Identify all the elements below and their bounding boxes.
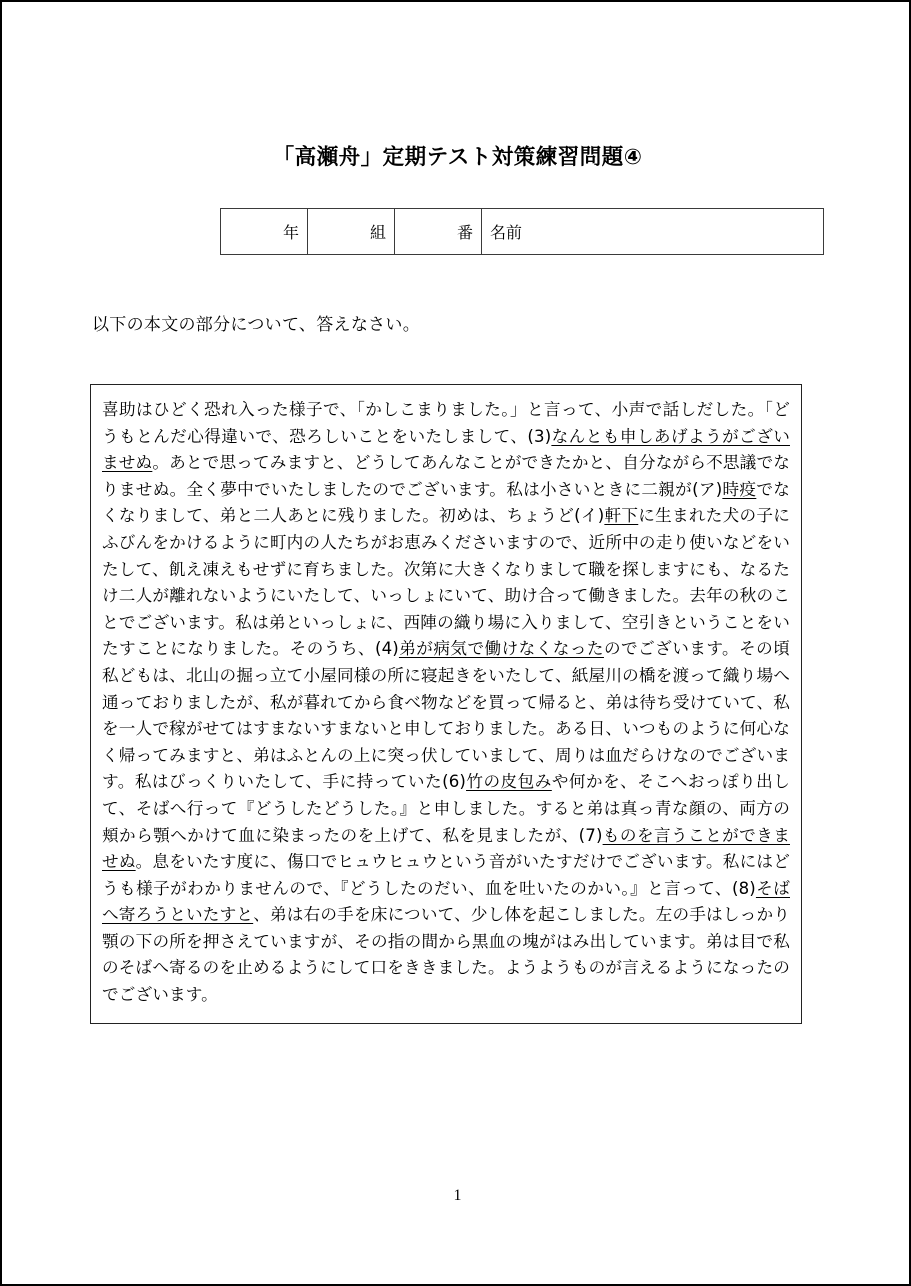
page-number: 1 xyxy=(453,1187,462,1204)
underlined-segment: 竹の皮包み xyxy=(466,772,552,792)
passage-segment: 、弟は右の手を床について、少し体を起こしました。左の手はしっかり顎の下の所を押さえていますが、その指の間から黒血の塊がはみ出しています。弟は目で私のそばへ寄るのを止めるようにして口をききました。ようようものが言えるようになったのでございます。 xyxy=(102,905,790,1005)
passage-segment: でなくなりまして、弟と二人あとに残りました。初めは、ちょうど(イ) xyxy=(102,479,790,526)
underlined-segment: ものを言うことができませぬ xyxy=(102,825,790,872)
underlined-segment: そばへ寄ろうといたすと xyxy=(102,878,790,925)
passage-segment: 。息をいたす度に、傷口でヒュウヒュウという音がいたすだけでございます。私にはどうも様子がわかりませんので、『どうしたのだい、血を吐いたのかい。』と言って、(8) xyxy=(102,852,790,898)
passage-segment: に生まれた犬の子にふびんをかけるように町内の人たちがお恵みくださいますので、近所中の走り使いなどをいたして、飢え凍えもせずに育ちました。次第に大きくなりまして職を探しますにも、なるたけ二人が離れないようにいたして、いっしょにいて、助け合って働きました。去年の秋のことでございます。私は弟といっしょに、西陣の織り場に入りまして、空引きということをいたすことになりました。そのうち、(4) xyxy=(102,506,790,659)
underlined-segment: 弟が病気で働けなくなった xyxy=(398,639,604,659)
instruction-text: 以下の本文の部分について、答えなさい。 xyxy=(92,315,421,335)
name-cell[interactable]: 名前 xyxy=(482,209,824,255)
passage-text xyxy=(102,397,790,1009)
passage-segment: 。あとで思ってみますと、どうしてあんなことができたかと、自分ながら不思議でなりませぬ。全く夢中でいたしましたのでございます。私は小さいときに二親が(ア) xyxy=(102,453,790,499)
student-info-table xyxy=(220,208,824,255)
passage-segment: や何かを、そこへおっぽり出して、そばへ行って『どうしたどうした。』と申しました。すると弟は真っ青な顔の、両方の頬から顎へかけて血に染まったのを上げて、私を見ましたが、(7) xyxy=(102,772,791,845)
underlined-segment: なんとも申しあげようがございませぬ xyxy=(102,426,790,473)
class-cell[interactable]: 組 xyxy=(308,209,395,255)
passage-box xyxy=(90,384,802,1024)
year-cell[interactable]: 年 xyxy=(221,209,308,255)
page-title: 「高瀬舟」定期テスト対策練習問題④ xyxy=(272,145,643,170)
table-row xyxy=(221,209,824,255)
number-cell[interactable]: 番 xyxy=(395,209,482,255)
passage-segment: 喜助はひどく恐れ入った様子で、「かしこまりました。」と言って、小声で話しだした。「どうもとんだ心得違いで、恐ろしいことをいたしまして、(3) xyxy=(102,400,790,446)
underlined-segment: 時疫 xyxy=(722,479,757,499)
underlined-segment: 軒下 xyxy=(604,506,639,526)
passage-segment: のでございます。その頃私どもは、北山の掘っ立て小屋同様の所に寝起きをいたして、紙屋川の橋を渡って織り場へ通っておりましたが、私が暮れてから食べ物などを買って帰ると、弟は待ち受けていて、私を一人で稼がせてはすまないすまないと申しておりました。ある日、いつものように何心なく帰ってみますと、弟はふとんの上に突っ伏していまして、周りは血だらけなのでございます。私はびっくりいたして、手に持っていた(6) xyxy=(102,639,790,792)
